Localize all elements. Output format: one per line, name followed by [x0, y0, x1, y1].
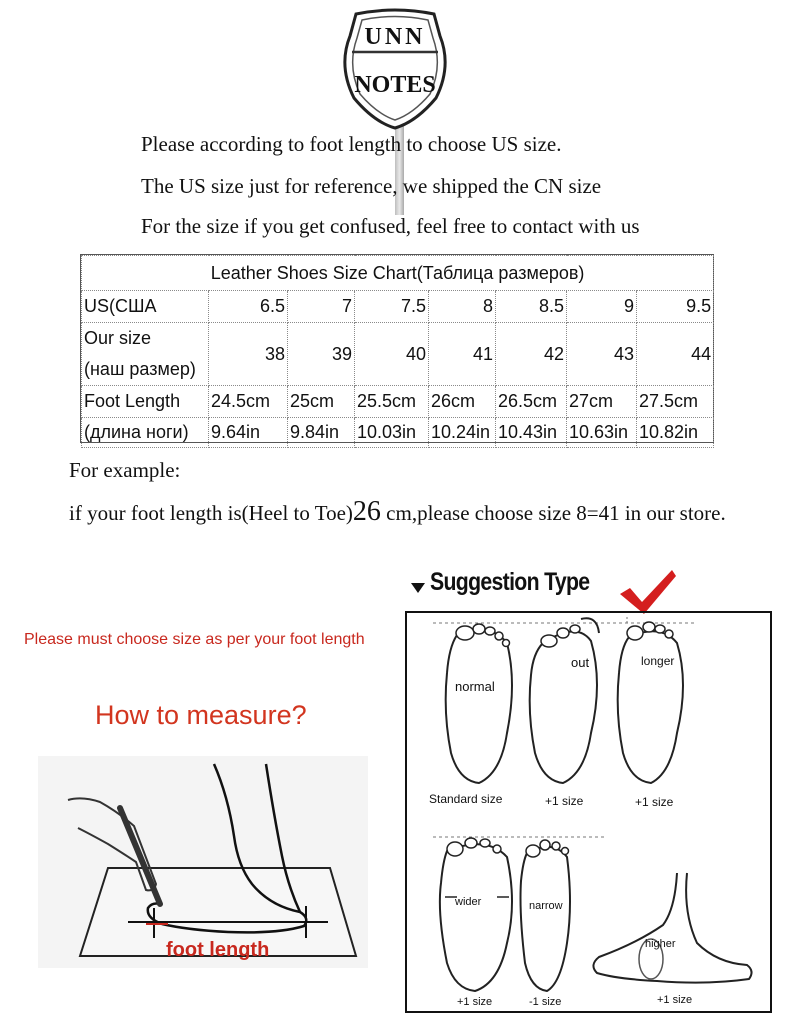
us-size-cell: 9.5: [637, 291, 714, 323]
us-size-label: US(США: [82, 291, 209, 323]
our-size-cell: 40: [355, 323, 429, 386]
foot-length-label: Foot Length: [82, 386, 209, 418]
foot-length-inch-label: (длина ноги): [82, 418, 209, 448]
foot-higher: [593, 873, 751, 983]
our-size-label: [82, 323, 209, 386]
us-size-row: [82, 291, 714, 323]
foot-type-label: narrow: [529, 900, 563, 912]
checkmark-icon: [618, 568, 678, 616]
triangle-down-icon: [411, 583, 425, 593]
our-size-cell: 43: [567, 323, 637, 386]
foot-length-cell: 24.5cm: [209, 386, 288, 418]
foot-length-inch-row: [82, 418, 714, 448]
measure-illustration: [38, 756, 368, 968]
foot-size-advice: +1 size: [657, 994, 693, 1006]
foot-length-inch-cell: 10.82in: [637, 418, 714, 448]
foot-longer: [618, 622, 683, 783]
our-size-cell: 41: [429, 323, 496, 386]
example-prefix: if your foot length is(Heel to Toe): [69, 501, 353, 525]
our-size-label-line1: Our size: [84, 328, 152, 348]
foot-type-label: normal: [455, 679, 495, 694]
foot-type-label: higher: [645, 938, 676, 950]
foot-measure-drawing: [38, 756, 368, 968]
suggestion-type-title: Suggestion Type: [430, 568, 590, 596]
us-size-cell: 7.5: [355, 291, 429, 323]
our-size-cell: 44: [637, 323, 714, 386]
suggestion-feet-drawing: [407, 613, 770, 1011]
foot-type-label: wider: [455, 896, 482, 908]
size-chart-title: Leather Shoes Size Chart(Таблица размеров): [82, 256, 714, 291]
our-size-cell: 42: [496, 323, 567, 386]
note-line-1: Please according to foot length to choose US size.: [141, 132, 562, 156]
note-line-2: The US size just for reference, we shipped the CN size: [141, 174, 602, 198]
foot-length-inch-cell: 10.24in: [429, 418, 496, 448]
us-size-cell: 8: [429, 291, 496, 323]
example-suffix: cm,please choose size 8=41 in our store.: [386, 501, 726, 525]
size-chart-table: [80, 254, 714, 443]
foot-type-label: out: [571, 655, 590, 670]
foot-size-advice: +1 size: [457, 996, 493, 1008]
our-size-row: [82, 323, 714, 386]
our-size-cell: 38: [209, 323, 288, 386]
how-to-measure-heading: How to measure?: [95, 700, 307, 730]
our-size-cell: 39: [288, 323, 355, 386]
badge-line1: UNN: [364, 24, 426, 50]
foot-type-label: longer: [641, 654, 675, 668]
foot-length-label: foot length: [166, 939, 270, 961]
foot-length-cell: 26cm: [429, 386, 496, 418]
us-size-cell: 8.5: [496, 291, 567, 323]
example-text: [69, 496, 726, 528]
foot-length-inch-cell: 10.63in: [567, 418, 637, 448]
foot-normal: [446, 624, 512, 783]
foot-size-advice: Standard size: [429, 792, 503, 806]
suggestion-panel: [405, 611, 772, 1013]
foot-length-cell: 25cm: [288, 386, 355, 418]
foot-length-cell: 27cm: [567, 386, 637, 418]
foot-size-advice: +1 size: [635, 795, 674, 809]
example-value: 26: [352, 496, 381, 527]
foot-length-cell: 27.5cm: [637, 386, 714, 418]
foot-size-advice: -1 size: [529, 996, 562, 1008]
example-label: For example:: [69, 458, 181, 482]
foot-size-advice: +1 size: [545, 794, 584, 808]
foot-out: [530, 618, 599, 783]
unn-notes-badge: [336, 6, 454, 130]
foot-length-cell: 26.5cm: [496, 386, 567, 418]
foot-length-inch-cell: 9.84in: [288, 418, 355, 448]
foot-length-inch-cell: 10.43in: [496, 418, 567, 448]
must-choose-note: Please must choose size as per your foot length: [24, 631, 365, 648]
us-size-cell: 7: [288, 291, 355, 323]
foot-length-cell: 25.5cm: [355, 386, 429, 418]
us-size-cell: 6.5: [209, 291, 288, 323]
note-line-3: For the size if you get confused, feel free to contact with us: [141, 214, 640, 238]
foot-length-row: [82, 386, 714, 418]
foot-length-inch-cell: 9.64in: [209, 418, 288, 448]
foot-length-inch-cell: 10.03in: [355, 418, 429, 448]
foot-narrow: [521, 840, 571, 991]
foot-wider: [440, 838, 512, 991]
us-size-cell: 9: [567, 291, 637, 323]
badge-line2: NOTES: [354, 72, 436, 98]
our-size-label-line2: (наш размер): [84, 359, 196, 379]
